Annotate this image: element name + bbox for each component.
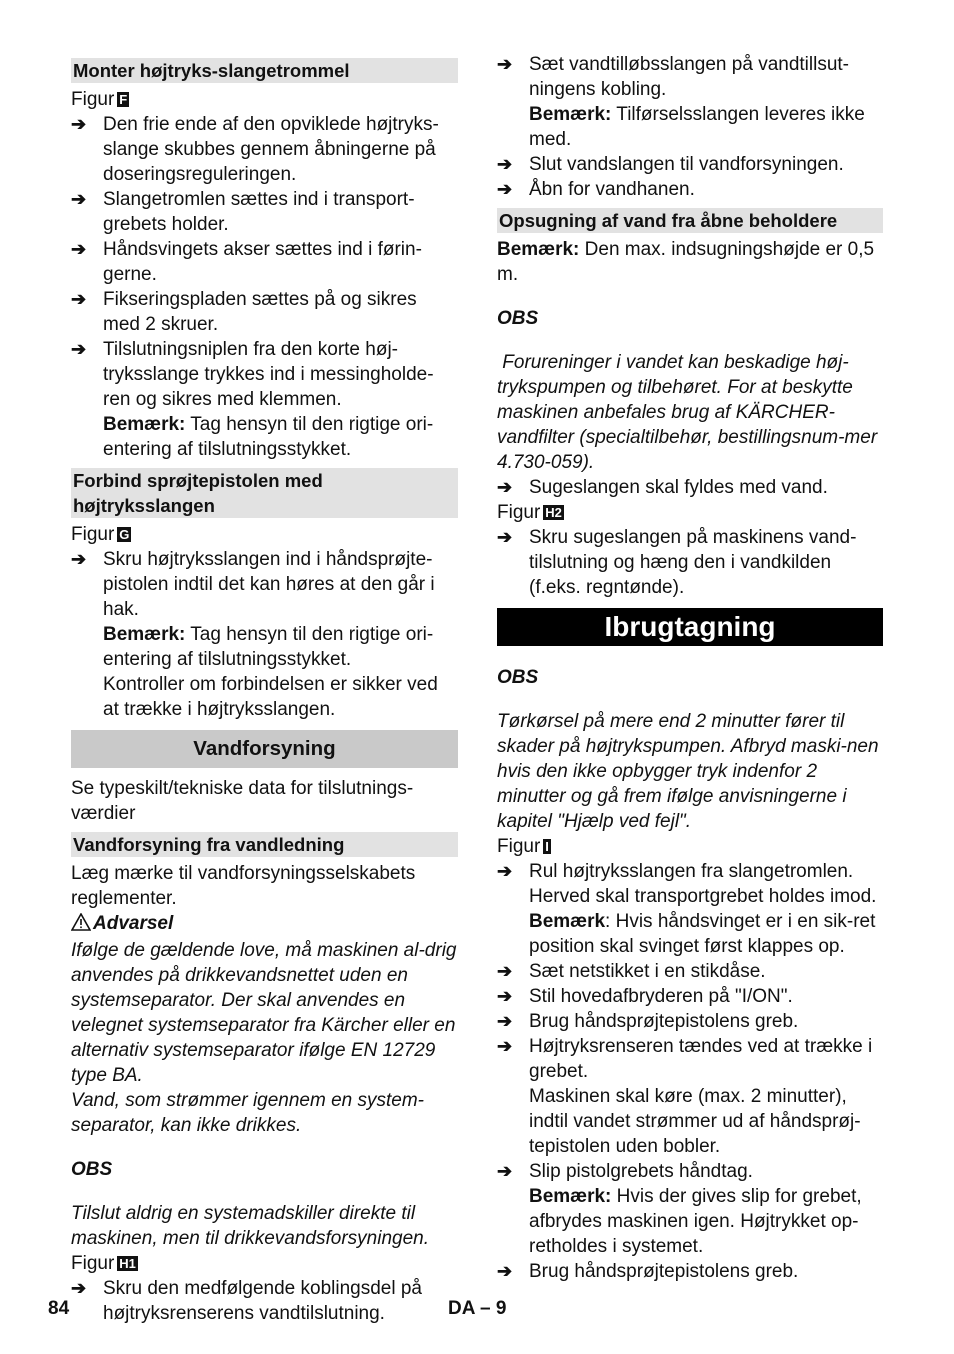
arrow-icon: ➔	[71, 239, 87, 259]
obs-text: Tørkørsel på mere end 2 minutter fører til skader på højtrykspumpen. Afbryd maski-nen hvis den ikke opbygger tryk indenfor 2 minutter og gå frem ifølge anvisningerne i kapitel "Hjælp ved fejl".	[497, 711, 879, 832]
note	[497, 102, 883, 152]
list-item-text: Sæt vandtilløbsslangen på vandtillsut-ningens kobling.	[529, 54, 850, 100]
note-label: Bemærk:	[529, 104, 612, 125]
note-text: : Hvis håndsvinget er i en sik-ret position skal svinget først klappes op.	[529, 911, 876, 957]
arrow-icon: ➔	[71, 114, 87, 134]
page-number: 84	[48, 1298, 70, 1319]
arrow-icon: ➔	[497, 1011, 513, 1031]
note	[71, 412, 458, 462]
list-item	[497, 1034, 883, 1084]
list-item-text: Slut vandslangen til vandforsyningen.	[529, 154, 844, 175]
arrow-icon: ➔	[497, 477, 513, 497]
note-label: Bemærk:	[529, 1186, 612, 1207]
note-extra: Maskinen skal køre (max. 2 minutter), indtil vandet strømmer ud af håndsprøj-tepistolen uden bobler.	[529, 1086, 861, 1157]
section-page-number: DA – 9	[448, 1298, 507, 1319]
list-item-text: Skru højtryksslangen ind i håndsprøjte-pistolen indtil det kan høres at den går i hak.	[103, 549, 435, 620]
figure-ref	[71, 1251, 458, 1276]
chapter-heading-commissioning: Ibrugtagning	[497, 608, 883, 646]
list-item-text: Tilslutningsniplen fra den korte høj-tryksslange trykkes ind i messingholde-ren og sikres med klemmen.	[103, 339, 434, 410]
figure-ref	[71, 87, 458, 112]
list-item	[497, 52, 883, 102]
list-item-text: Højtryksrenseren tændes ved at trække i grebet.	[529, 1036, 873, 1082]
arrow-icon: ➔	[497, 179, 513, 199]
arrow-icon: ➔	[71, 189, 87, 209]
note	[497, 1184, 883, 1259]
note	[497, 909, 883, 959]
list-item	[71, 287, 458, 337]
left-column	[71, 52, 458, 1326]
list-item-text: Håndsvingets akser sættes ind i førin-gerne.	[103, 239, 422, 285]
right-column	[497, 52, 883, 1284]
list-item-text: Slip pistolgrebets håndtag.	[529, 1161, 753, 1182]
note-text: Tilførselsslangen leveres ikke med.	[529, 104, 865, 150]
list-item	[497, 984, 883, 1009]
list-item-text: Sæt netstikket i en stikdåse.	[529, 961, 766, 982]
figure-label: Figur	[71, 1253, 115, 1274]
figure-ref	[71, 522, 458, 547]
arrow-icon: ➔	[497, 1261, 513, 1281]
arrow-icon: ➔	[71, 1278, 87, 1298]
arrow-icon: ➔	[497, 154, 513, 174]
note-text: Tag hensyn til den rigtige ori-entering af tilslutningsstykket.	[103, 414, 434, 460]
arrow-icon: ➔	[497, 861, 513, 881]
list-item-text: Skru den medfølgende koblingsdel på højtryksrenserens vandtilslutning.	[103, 1278, 422, 1324]
arrow-icon: ➔	[71, 289, 87, 309]
paragraph: Læg mærke til vandforsyningsselskabets reglementer.	[71, 863, 416, 909]
section-heading-connect-gun: Forbind sprøjtepistolen med højtryksslangen	[71, 468, 458, 518]
arrow-icon: ➔	[497, 527, 513, 547]
arrow-icon: ➔	[71, 339, 87, 359]
figure-label: Figur	[497, 502, 541, 523]
list-item	[497, 1259, 883, 1284]
arrow-icon: ➔	[71, 549, 87, 569]
figure-ref	[497, 500, 883, 525]
list-item	[71, 337, 458, 412]
list-item-text: Den frie ende af den opviklede højtryks-slange skubbes gennem åbningerne på doseringsreguleringen.	[103, 114, 439, 185]
arrow-icon: ➔	[497, 961, 513, 981]
section-heading-water-supply: Vandforsyning	[71, 730, 458, 768]
list-item-text: Åbn for vandhanen.	[529, 179, 695, 200]
figure-label: Figur	[71, 524, 115, 545]
list-item-text: Skru sugeslangen på maskinens vand-tilslutning og hæng den i vandkilden (f.eks. regntønde).	[529, 527, 857, 598]
note-extra: Kontroller om forbindelsen er sikker ved at trække i højtryksslangen.	[103, 674, 438, 720]
list-item	[71, 547, 458, 622]
warning-heading	[71, 911, 458, 938]
figure-ref	[497, 834, 883, 859]
section-heading-suction: Opsugning af vand fra åbne beholdere	[497, 208, 883, 233]
obs-label: OBS	[497, 667, 539, 688]
figure-f-icon: F	[119, 92, 128, 107]
list-item	[497, 1159, 883, 1184]
list-item-text: Slangetromlen sættes ind i transport-grebets holder.	[103, 189, 415, 235]
obs-label: OBS	[497, 308, 539, 329]
figure-label: Figur	[71, 89, 115, 110]
warning-label: Advarsel	[93, 913, 174, 934]
note-text: Tag hensyn til den rigtige ori-entering af tilslutningsstykket.	[103, 624, 434, 670]
list-item	[71, 112, 458, 187]
list-item	[497, 152, 883, 177]
note-label: Bemærk:	[103, 624, 186, 645]
list-item-text: Rul højtryksslangen fra slangetromlen. Herved skal transportgrebet holdes imod.	[529, 861, 877, 907]
note-label: Bemærk:	[103, 414, 186, 435]
arrow-icon: ➔	[497, 54, 513, 74]
note-label: Bemærk	[529, 911, 606, 932]
section-heading-hose-drum: Monter højtryks-slangetrommel	[71, 58, 458, 83]
list-item	[71, 237, 458, 287]
note-label: Bemærk:	[497, 239, 580, 260]
section-heading-water-mains: Vandforsyning fra vandledning	[71, 832, 458, 857]
list-item-text: Stil hovedafbryderen på "I/ON".	[529, 986, 793, 1007]
figure-i-icon: I	[545, 839, 549, 854]
list-item	[497, 1009, 883, 1034]
arrow-icon: ➔	[497, 986, 513, 1006]
obs-label: OBS	[71, 1159, 113, 1180]
warning-text-2: Vand, som strømmer igennem en system-separator, kan ikke drikkes.	[71, 1090, 425, 1136]
list-item	[497, 525, 883, 600]
note-text: Den max. indsugningshøjde er 0,5 m.	[497, 239, 875, 285]
figure-label: Figur	[497, 836, 541, 857]
paragraph: Se typeskilt/tekniske data for tilslutnings-værdier	[71, 778, 414, 824]
arrow-icon: ➔	[497, 1036, 513, 1056]
list-item-text: Brug håndsprøjtepistolens greb.	[529, 1011, 799, 1032]
list-item-text: Sugeslangen skal fyldes med vand.	[529, 477, 828, 498]
list-item	[497, 859, 883, 909]
note	[497, 237, 883, 287]
list-item	[497, 177, 883, 202]
list-item	[497, 959, 883, 984]
list-item	[497, 475, 883, 500]
list-item	[71, 1276, 458, 1326]
note-text: Hvis der gives slip for grebet, afbrydes maskinen igen. Højtrykket op-retholdes i systemet.	[529, 1186, 862, 1257]
warning-triangle-icon	[71, 913, 93, 938]
figure-h1-icon: H1	[119, 1256, 136, 1271]
obs-text: Tilslut aldrig en systemadskiller direkte til maskinen, men til drikkevandsforsyningen.	[71, 1203, 430, 1249]
obs-text: Forureninger i vandet kan beskadige høj-trykspumpen og tilbehøret. For at beskytte maskinen anbefales brug af KÄRCHER-vandfilter (specialtilbehør, bestillingsnum-mer 4.730-059).	[497, 352, 883, 473]
list-item-text: Fikseringspladen sættes på og sikres med 2 skruer.	[103, 289, 417, 335]
arrow-icon: ➔	[497, 1161, 513, 1181]
warning-text: Ifølge de gældende love, må maskinen al-drig anvendes på drikkevandsnettet uden en systemseparator. Der skal anvendes en velegnet systemseparator fra Kärcher eller en alternativ systemseparator ifølge EN 12729 type BA.	[71, 940, 457, 1086]
list-item	[71, 187, 458, 237]
list-item-text: Brug håndsprøjtepistolens greb.	[529, 1261, 799, 1282]
figure-g-icon: G	[119, 527, 130, 542]
figure-h2-icon: H2	[545, 505, 562, 520]
note	[71, 622, 458, 672]
